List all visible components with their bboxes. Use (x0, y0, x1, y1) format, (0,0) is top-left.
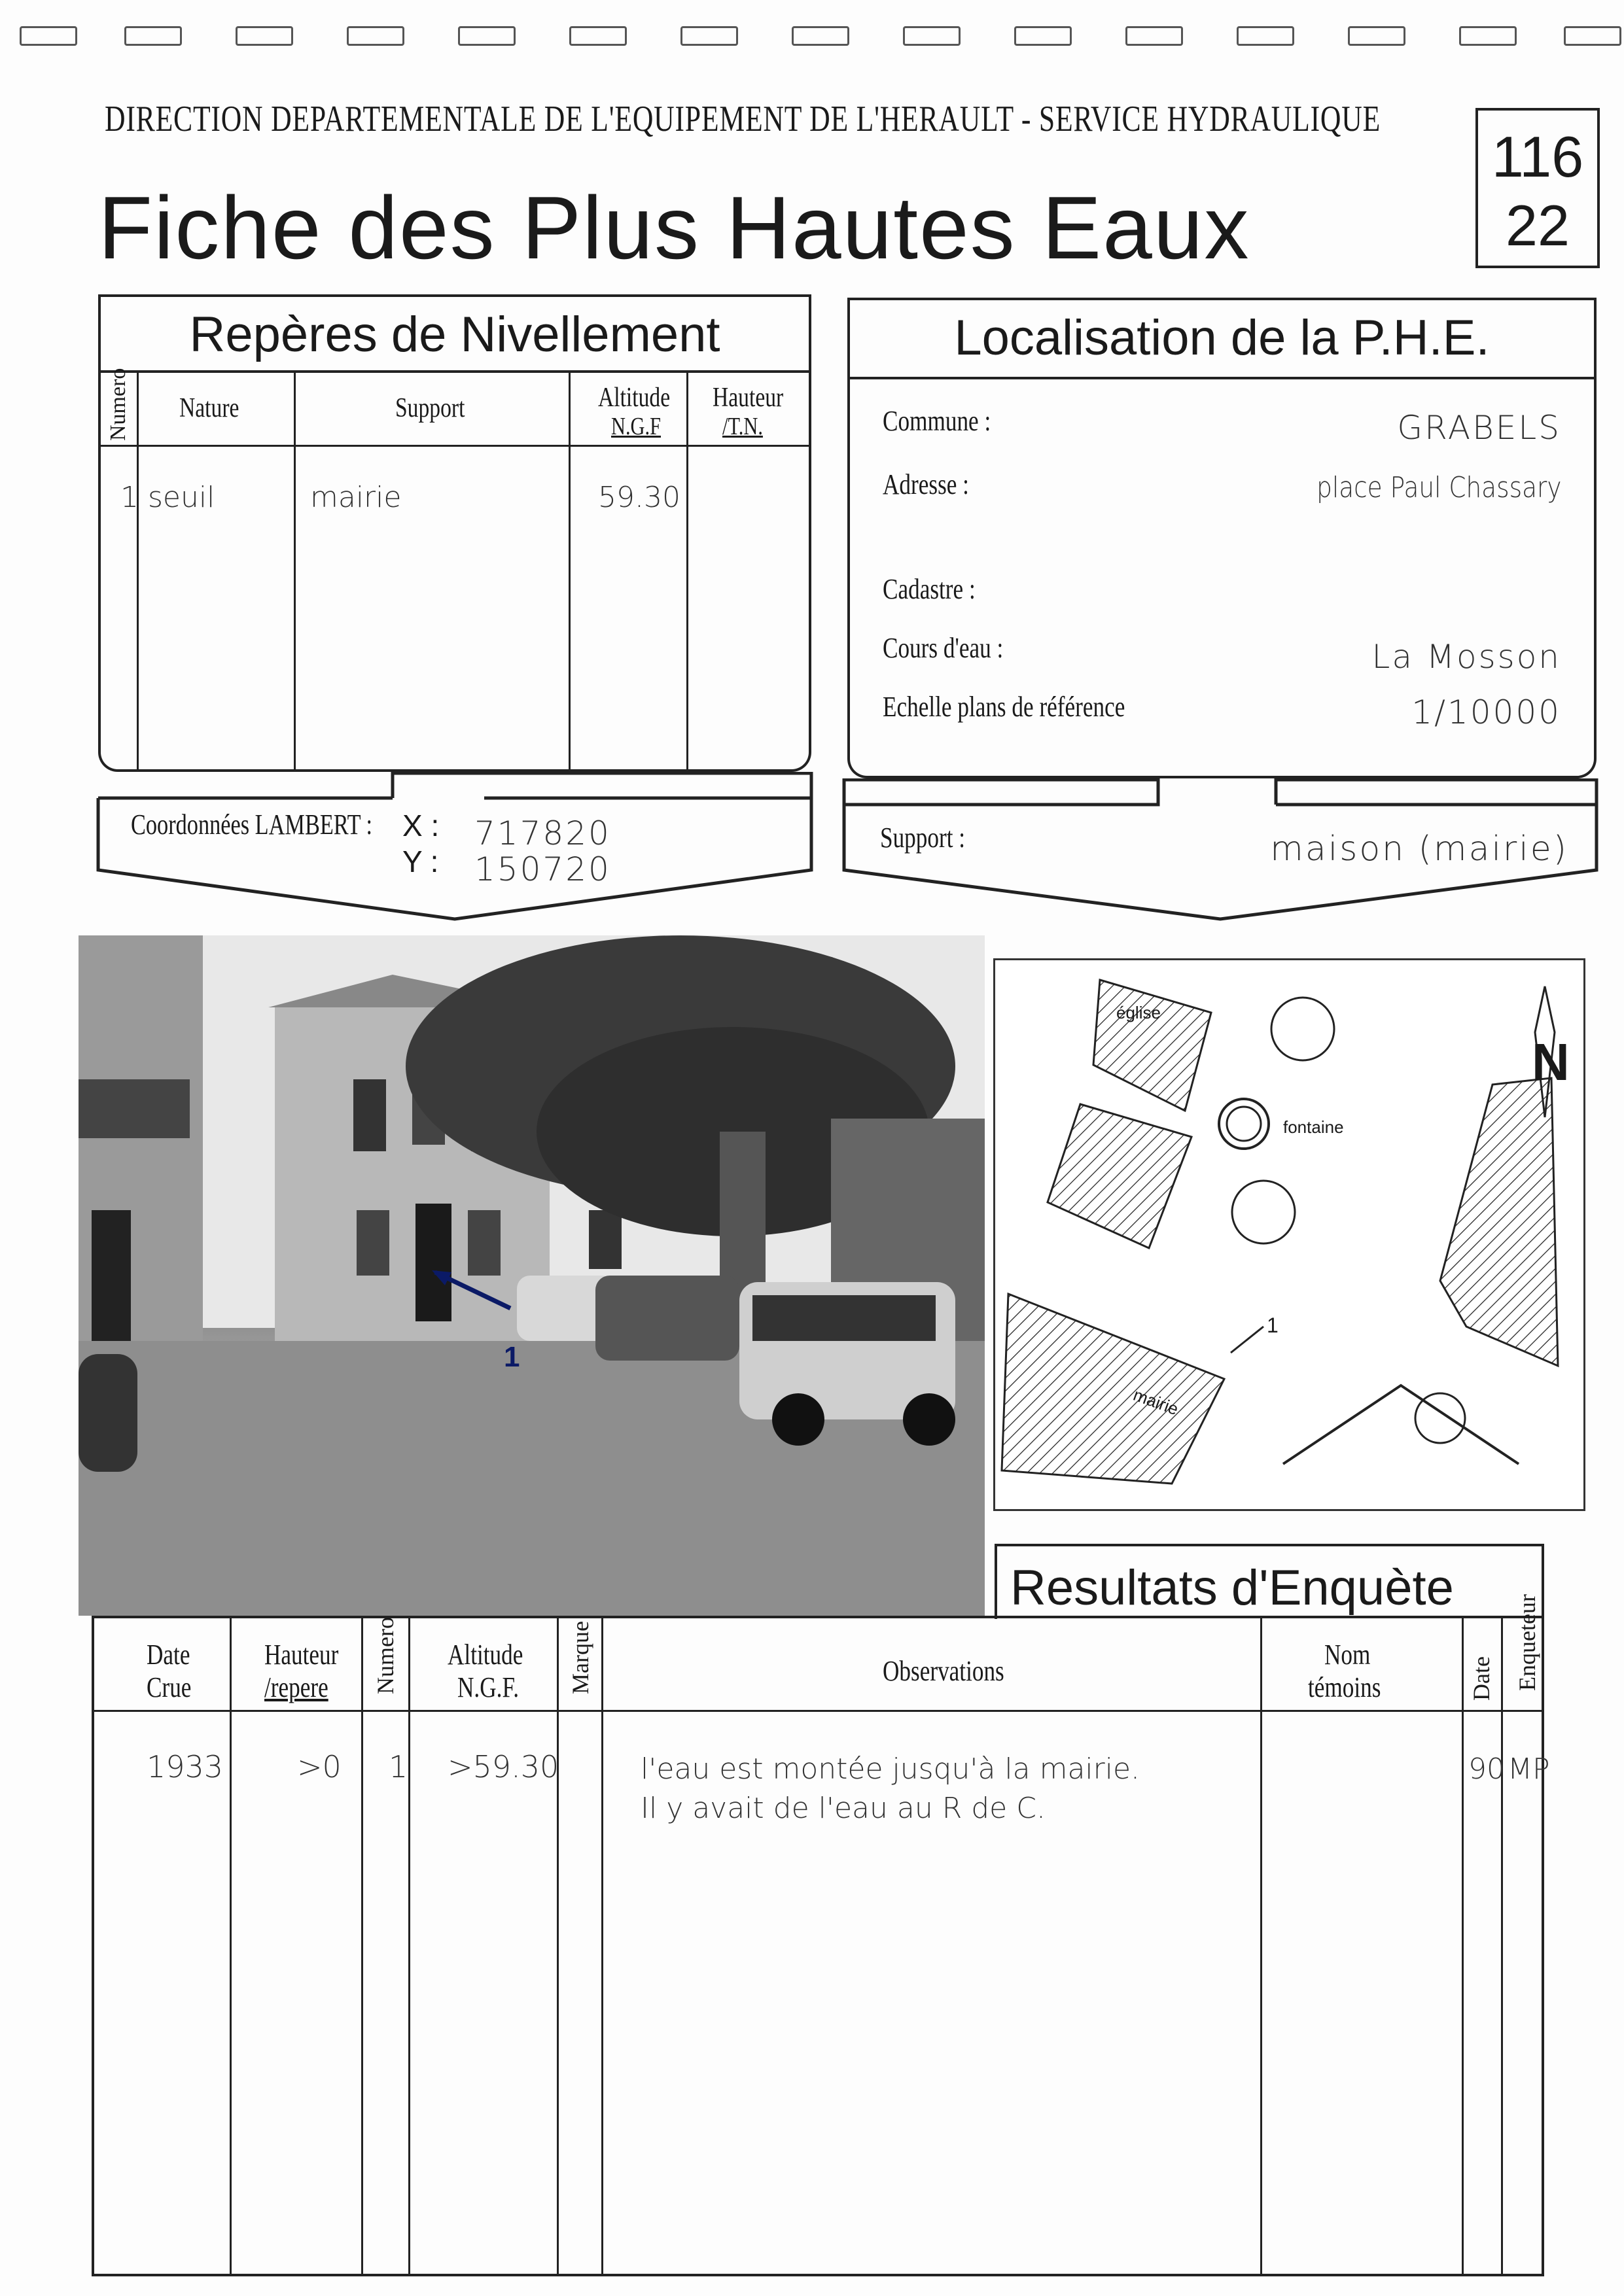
reperes-title: Repères de Nivellement (189, 307, 720, 362)
row-numero: 1 (389, 1749, 408, 1784)
col-date: Date (1468, 1656, 1494, 1701)
localisation-title-box (847, 298, 1597, 379)
support-value: maison (mairie) (1270, 829, 1568, 869)
reperes-col-support: Support (395, 393, 465, 423)
tree-top (1271, 998, 1334, 1060)
reference-number-bottom: 22 (1506, 193, 1570, 258)
commune-value: GRABELS (1397, 409, 1561, 447)
col-nom-1: Nom (1324, 1639, 1371, 1671)
col-date-crue-1: Date (147, 1639, 190, 1671)
location-map (993, 958, 1585, 1511)
adresse-value: place Paul Chassary (1316, 471, 1561, 504)
row-date: 90 (1468, 1752, 1505, 1786)
reference-box (1475, 108, 1600, 268)
cours-eau-value: La Mosson (1371, 638, 1561, 676)
reperes-col-hauteur-sub: /T.N. (722, 413, 763, 440)
col-numero: Numero (372, 1617, 398, 1694)
echelle-value: 1/10000 (1411, 693, 1561, 731)
lambert-x-value: 717820 (474, 814, 611, 852)
resultats-table (92, 1594, 1550, 2276)
mairie-building (1002, 1294, 1224, 1484)
reperes-col-hauteur: Hauteur (713, 383, 784, 413)
resultats-title: Resultats d'Enquète (1010, 1560, 1454, 1616)
col-hauteur-1: Hauteur (264, 1639, 339, 1671)
support-label: Support : (880, 822, 966, 854)
lambert-label: Coordonnées LAMBERT : (131, 809, 373, 841)
agency-header: DIRECTION DEPARTEMENTALE DE L'EQUIPEMENT DE L'HERAULT - SERVICE HYDRAULIQUE (105, 99, 1381, 139)
map-marker-label: 1 (1267, 1313, 1279, 1337)
cadastre-label: Cadastre : (883, 573, 976, 605)
row-observation-line2: Il y avait de l'eau au R de C. (641, 1792, 1046, 1825)
row-hauteur: >0 (297, 1749, 342, 1784)
row-date-crue: 1933 (147, 1749, 224, 1784)
reperes-col-altitude: Altitude (598, 383, 671, 413)
localisation-title: Localisation de la P.H.E. (954, 310, 1490, 366)
col-hauteur-2: /repere (264, 1671, 328, 1703)
reference-number-top: 116 (1491, 124, 1584, 189)
map-label-eglise: église (1116, 1003, 1161, 1022)
row-altitude: >59.30 (448, 1749, 559, 1784)
reperes-col-altitude-sub: N.G.F (611, 413, 662, 440)
adresse-label: Adresse : (883, 468, 969, 500)
row-observation-line1: l'eau est montée jusqu'à la mairie. (641, 1752, 1140, 1786)
resultats-title-box (995, 1544, 1544, 1619)
row-enqueteur: MP (1508, 1752, 1550, 1786)
page-title: Fiche des Plus Hautes Eaux (98, 178, 1250, 277)
reperes-row-nature: seuil (148, 481, 215, 514)
photo-scene (79, 935, 985, 1616)
building-left (1048, 1104, 1192, 1248)
reperes-col-numero: Numero (106, 368, 130, 441)
col-altitude-1: Altitude (448, 1639, 523, 1671)
commune-label: Commune : (883, 405, 991, 437)
reperes-row-support: mairie (310, 481, 402, 514)
echelle-label: Echelle plans de référence (883, 691, 1125, 723)
col-marque: Marque (567, 1621, 593, 1694)
lambert-y-value: 150720 (474, 850, 611, 888)
photo-marker-label: 1 (504, 1341, 520, 1373)
lambert-x-label: X : (402, 809, 440, 843)
col-enqueteur: Enqueteur (1514, 1594, 1540, 1691)
map-label-fontaine: fontaine (1283, 1117, 1344, 1137)
lambert-y-label: Y : (402, 844, 439, 878)
cours-eau-label: Cours d'eau : (883, 632, 1004, 664)
reperes-title-box (98, 294, 811, 373)
reperes-row-numero: 1 (120, 481, 139, 514)
col-altitude-2: N.G.F. (457, 1671, 519, 1703)
map-label-mairie: mairie (1131, 1384, 1181, 1419)
map-north-label: N (1532, 1033, 1570, 1091)
reperes-col-nature: Nature (179, 393, 239, 423)
col-observations: Observations (883, 1655, 1004, 1687)
site-photo (79, 935, 985, 1616)
map-drawing (995, 960, 1584, 1510)
col-date-crue-2: Crue (147, 1671, 192, 1703)
building-right (1440, 1078, 1558, 1366)
lambert-box-frame (92, 772, 818, 926)
localisation-panel (847, 379, 1597, 778)
reperes-table (98, 368, 811, 772)
eglise-building (1093, 980, 1211, 1111)
col-nom-2: témoins (1308, 1671, 1381, 1703)
tree-middle (1232, 1181, 1295, 1244)
reperes-row-altitude: 59.30 (598, 481, 680, 514)
